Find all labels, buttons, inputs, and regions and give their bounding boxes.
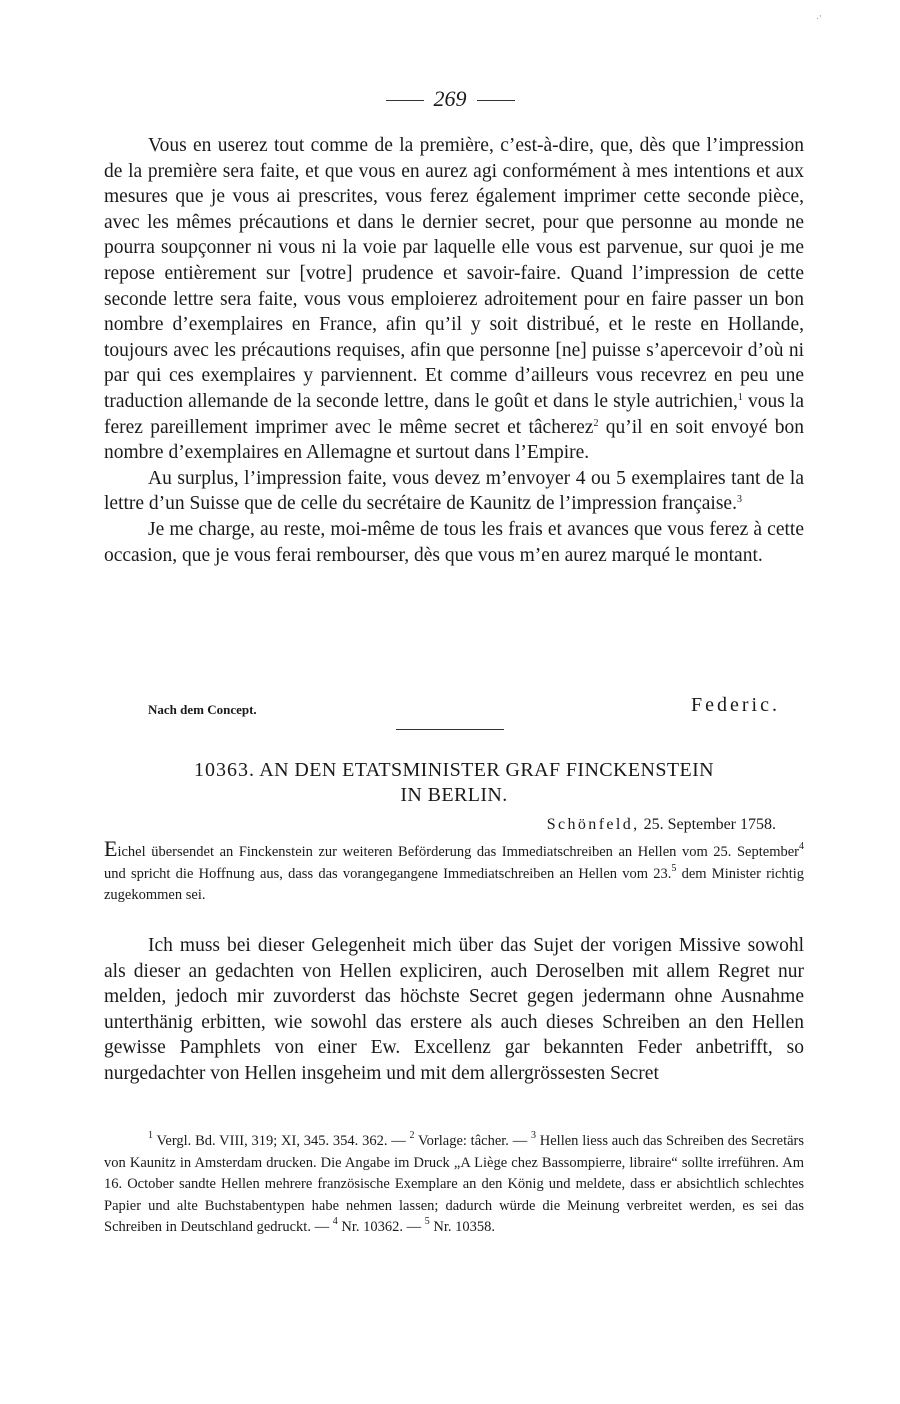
footnote-mark: 4: [799, 841, 804, 852]
footnote-number: 3: [530, 1130, 536, 1141]
footnotes: [104, 1131, 804, 1239]
fr-paragraph-1: Vous en userez tout comme de la première, c’est-à-dire, que, dès que l’impression de la première sera faite, et que vous en aurez agi conformément à mes intentions et aux mesures que je vous ai prescrites, vous ferez également imprimer cette seconde pièce, avec les mêmes précautions et dans le dernier secret, pour que personne au monde ne pourra soupçonner ni vous ni la voie par laquelle elle vous est parvenue, sur quoi je me repose entièrement sur [votre] prudence et savoir-faire. Quand l’impression de cette seconde lettre sera faite, vous vous emploierez adroitement pour en faire passer un bon nombre d’exemplaires en France, afin qu’il y soit distribué, et le reste en Hollande, toujours avec les précautions requises, afin que personne [ne] puisse s’apercevoir d’où ni par qui ces exemplaires y parviennent. Et comme d’ailleurs vous recevrez en peu une traduction allemande de la seconde lettre, dans le goût et dans le style autrichien,$^1$ vous la ferez pareillement imprimer avec le même secret et tâcherez$^2$ qu’il en soit envoyé bon nombre d’exemplaires en Allemagne et surtout dans l’Empire.: [104, 135, 805, 464]
editorial-summary: Eichel übersendet an Finckenstein zur weiteren Beförderung das Immediatschreiben an Hellen vom 25. September$^4$ und spricht die Hoffnung aus, dass das vorangegangene Immediatschreiben an Hellen vom 23.$^5$ dem Minister richtig zugekommen sei.: [104, 836, 805, 903]
place: Schönfeld,: [546, 816, 640, 833]
signature: Federic.: [691, 694, 780, 716]
footnote-text: Hellen liess auch das Schreiben des Secretärs von Kaunitz in Amsterdam drucken. Die Angabe im Druck „A Liège chez Bassompierre, libraire“ sollte irreführen. Am 16. October sandte Hellen mehrere französische Exemplare an den König und meldete, dass er absichtlich schlechtes Papier und alte Buchstabentypen habe nehmen lassen; dadurch würde die Meinung verbreitet werden, es sei das Schreiben in Deutschland gedruckt. —: [104, 1133, 805, 1236]
footnote-mark: 5: [671, 862, 677, 874]
entry-heading: [104, 758, 804, 808]
header-dash-left: [386, 100, 424, 101]
place-date: [547, 816, 776, 834]
footnote-number: 2: [409, 1130, 415, 1141]
french-letter-body: [104, 133, 804, 568]
german-letter-body: [104, 933, 804, 1087]
footnote-mark: 3: [736, 494, 742, 506]
footnote-text: Vorlage: tâcher. —: [418, 1133, 528, 1149]
footnote-number: 4: [332, 1216, 338, 1228]
entry-title-line-2: IN BERLIN.: [400, 784, 508, 806]
entry-title-line-1: 10363. AN DEN ETATSMINISTER GRAF FINCKENSTEIN: [193, 759, 714, 781]
footnote-text: Nr. 10362. —: [341, 1219, 422, 1236]
fr-paragraph-2: Au surplus, l’impression faite, vous devez m’envoyer 4 ou 5 exemplaires tant de la lettre d’un Suisse que de celle du secrétaire de Kaunitz de l’impression française.$^3$: [104, 467, 804, 515]
closing-line: [104, 694, 780, 720]
running-header: [0, 86, 900, 112]
footnote-mark: 1: [737, 391, 743, 403]
source-note: Nach dem Concept.: [148, 702, 257, 717]
footnote-number: 5: [424, 1216, 430, 1228]
header-dash-right: [477, 100, 515, 101]
fr-paragraph-3: Je me charge, au reste, moi-même de tous les frais et avances que vous ferez à cette occasion, que je vous ferai rembourser, dès que vous m’en aurez marqué le montant.: [104, 518, 804, 566]
footnote-text: Nr. 10358.: [433, 1219, 495, 1236]
section-divider: [396, 729, 504, 730]
summary-initial: E: [104, 836, 118, 861]
margin-mark: ·': [816, 14, 822, 25]
date: 25. September 1758.: [643, 816, 776, 833]
footnote-number: 1: [148, 1130, 153, 1141]
footnote-mark: 2: [593, 417, 599, 429]
de-paragraph: Ich muss bei dieser Gelegenheit mich über das Sujet der vorigen Missive sowohl als dieser an gedachten von Hellen expliciren, auch Deroselben mit allem Regret nur melden, jedoch mir zuvorderst das höchste Secret gegen jedermann ohne Ausnahme unterthänig erbitten, wie sowohl das erstere als auch dieses Schreiben an den Hellen gewisse Pamphlets von einer Ew. Excellenz gar bekannten Feder anbetrifft, so nurgedachter von Hellen insgeheim und mit dem allergrössesten Secret: [104, 935, 804, 1084]
entry-number: 10363.: [193, 759, 255, 781]
page-number: 269: [433, 86, 467, 111]
footnote-text: Vergl. Bd. VIII, 319; XI, 345. 354. 362. —: [156, 1133, 406, 1149]
